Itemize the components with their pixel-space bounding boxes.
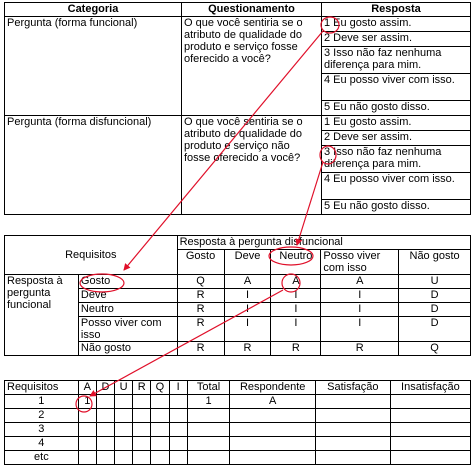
cell: I — [321, 303, 399, 317]
dysfunctional-header: Resposta à pergunta disfuncional — [177, 236, 470, 250]
answer-dysfunctional-1: 1 Eu gosto assim. — [322, 116, 471, 131]
answer-dysfunctional-2: 2 Deve ser assim. — [322, 131, 471, 146]
cell — [315, 451, 390, 465]
cell — [151, 437, 169, 451]
col-deve: Deve — [224, 250, 271, 275]
row-label-nao-gosto: Não gosto — [78, 342, 177, 356]
cell — [115, 423, 133, 437]
cell — [96, 423, 114, 437]
th-requisitos: Requisitos — [5, 381, 79, 395]
th-total: Total — [187, 381, 230, 395]
tabulation-header-row — [5, 381, 471, 395]
cell: I — [321, 317, 399, 342]
question-functional: O que você sentiria se o atributo de qualidade do produto e serviço fosse oferecido a você? — [182, 17, 322, 116]
cell — [187, 451, 230, 465]
cell — [151, 409, 169, 423]
cell: U — [399, 275, 471, 289]
answer-dysfunctional-4: 4 Eu posso viver com isso. — [322, 173, 471, 200]
col-nao-gosto: Não gosto — [399, 250, 471, 275]
cell — [390, 423, 470, 437]
cell — [115, 409, 133, 423]
col-posso-viver: Posso viver com isso — [321, 250, 399, 275]
cell: A — [321, 275, 399, 289]
cell: I — [321, 289, 399, 303]
row-label-neutro: Neutro — [78, 303, 177, 317]
cell — [187, 409, 230, 423]
th-q: Q — [151, 381, 169, 395]
cell: I — [224, 317, 271, 342]
cell — [78, 423, 96, 437]
cell — [96, 409, 114, 423]
col-neutro: Neutro — [271, 250, 321, 275]
cell: 4 — [5, 437, 79, 451]
th-a: A — [78, 381, 96, 395]
cell: D — [399, 289, 471, 303]
cell: R — [177, 289, 224, 303]
cell: 1 — [187, 395, 230, 409]
answer-dysfunctional-3: 3 Isso não faz nenhuma diferença para mim. — [322, 146, 471, 173]
cell — [96, 395, 114, 409]
cell — [169, 451, 187, 465]
cell — [390, 437, 470, 451]
cell — [315, 423, 390, 437]
cell — [230, 437, 316, 451]
cell — [230, 451, 316, 465]
cell: I — [271, 289, 321, 303]
cell: A — [271, 275, 321, 289]
cell: I — [271, 303, 321, 317]
row-label-gosto: Gosto — [78, 275, 177, 289]
cell — [230, 409, 316, 423]
kano-evaluation-table — [4, 235, 471, 356]
cell — [133, 395, 151, 409]
cell: Q — [399, 342, 471, 356]
cell — [133, 423, 151, 437]
cell: I — [224, 289, 271, 303]
th-respondente: Respondente — [230, 381, 316, 395]
cell — [115, 437, 133, 451]
cell: R — [224, 342, 271, 356]
cell — [78, 437, 96, 451]
cell: etc — [5, 451, 79, 465]
cell — [169, 395, 187, 409]
cell — [115, 395, 133, 409]
cell: R — [177, 342, 224, 356]
cell — [230, 423, 316, 437]
answer-functional-4: 4 Eu posso viver com isso. — [322, 74, 471, 101]
cell: D — [399, 303, 471, 317]
th-d: D — [96, 381, 114, 395]
cell — [187, 437, 230, 451]
th-i: I — [169, 381, 187, 395]
answer-dysfunctional-5: 5 Eu não gosto disso. — [322, 200, 471, 215]
cell — [187, 423, 230, 437]
answer-functional-3: 3 Isso não faz nenhuma diferença para mim. — [322, 47, 471, 74]
cell: I — [224, 303, 271, 317]
cell — [151, 395, 169, 409]
cell: R — [177, 303, 224, 317]
cell — [390, 409, 470, 423]
answer-functional-1: 1 Eu gosto assim. — [322, 17, 471, 32]
answer-functional-2: 2 Deve ser assim. — [322, 32, 471, 47]
th-satisfacao: Satisfação — [315, 381, 390, 395]
cell — [96, 437, 114, 451]
row-label-posso-viver: Posso viver com isso — [78, 317, 177, 342]
tabulation-table — [4, 380, 471, 465]
header-categoria: Categoria — [5, 3, 182, 17]
category-dysfunctional: Pergunta (forma disfuncional) — [5, 116, 182, 215]
cell: A — [224, 275, 271, 289]
cell — [315, 409, 390, 423]
table-row — [5, 395, 471, 409]
cell: Q — [177, 275, 224, 289]
cell: 1 — [5, 395, 79, 409]
cell — [133, 437, 151, 451]
cell: R — [271, 342, 321, 356]
header-questionamento: Questionamento — [182, 3, 322, 17]
cell — [151, 451, 169, 465]
cell — [169, 409, 187, 423]
cell: A — [230, 395, 316, 409]
question-dysfunctional: O que você sentiria se o atributo de qualidade do produto e serviço não fosse oferecido a você? — [182, 116, 322, 215]
cell — [169, 423, 187, 437]
answer-functional-5: 5 Eu não gosto disso. — [322, 101, 471, 116]
cell — [390, 395, 470, 409]
th-insatisfacao: Insatisfação — [390, 381, 470, 395]
cell: 2 — [5, 409, 79, 423]
cell: 1 — [78, 395, 96, 409]
cell — [390, 451, 470, 465]
cell — [115, 451, 133, 465]
cell: D — [399, 317, 471, 342]
table-row — [5, 437, 471, 451]
functional-header: Resposta à pergunta funcional — [5, 275, 79, 356]
table-row — [5, 409, 471, 423]
cell: R — [177, 317, 224, 342]
table-row — [5, 451, 471, 465]
cell: I — [271, 317, 321, 342]
table-row — [5, 423, 471, 437]
cell — [133, 451, 151, 465]
row-label-deve: Deve — [78, 289, 177, 303]
cell — [151, 423, 169, 437]
cell — [169, 437, 187, 451]
question-answer-table — [4, 2, 471, 215]
cell — [315, 395, 390, 409]
col-gosto: Gosto — [177, 250, 224, 275]
table1-header-row — [5, 3, 471, 17]
header-resposta: Resposta — [322, 3, 471, 17]
cell — [78, 409, 96, 423]
cell: 3 — [5, 423, 79, 437]
cell — [78, 451, 96, 465]
cell — [315, 437, 390, 451]
cell: R — [321, 342, 399, 356]
th-r: R — [133, 381, 151, 395]
category-functional: Pergunta (forma funcional) — [5, 17, 182, 116]
cell — [133, 409, 151, 423]
requisitos-corner: Requisitos — [5, 236, 178, 275]
cell — [96, 451, 114, 465]
th-u: U — [115, 381, 133, 395]
